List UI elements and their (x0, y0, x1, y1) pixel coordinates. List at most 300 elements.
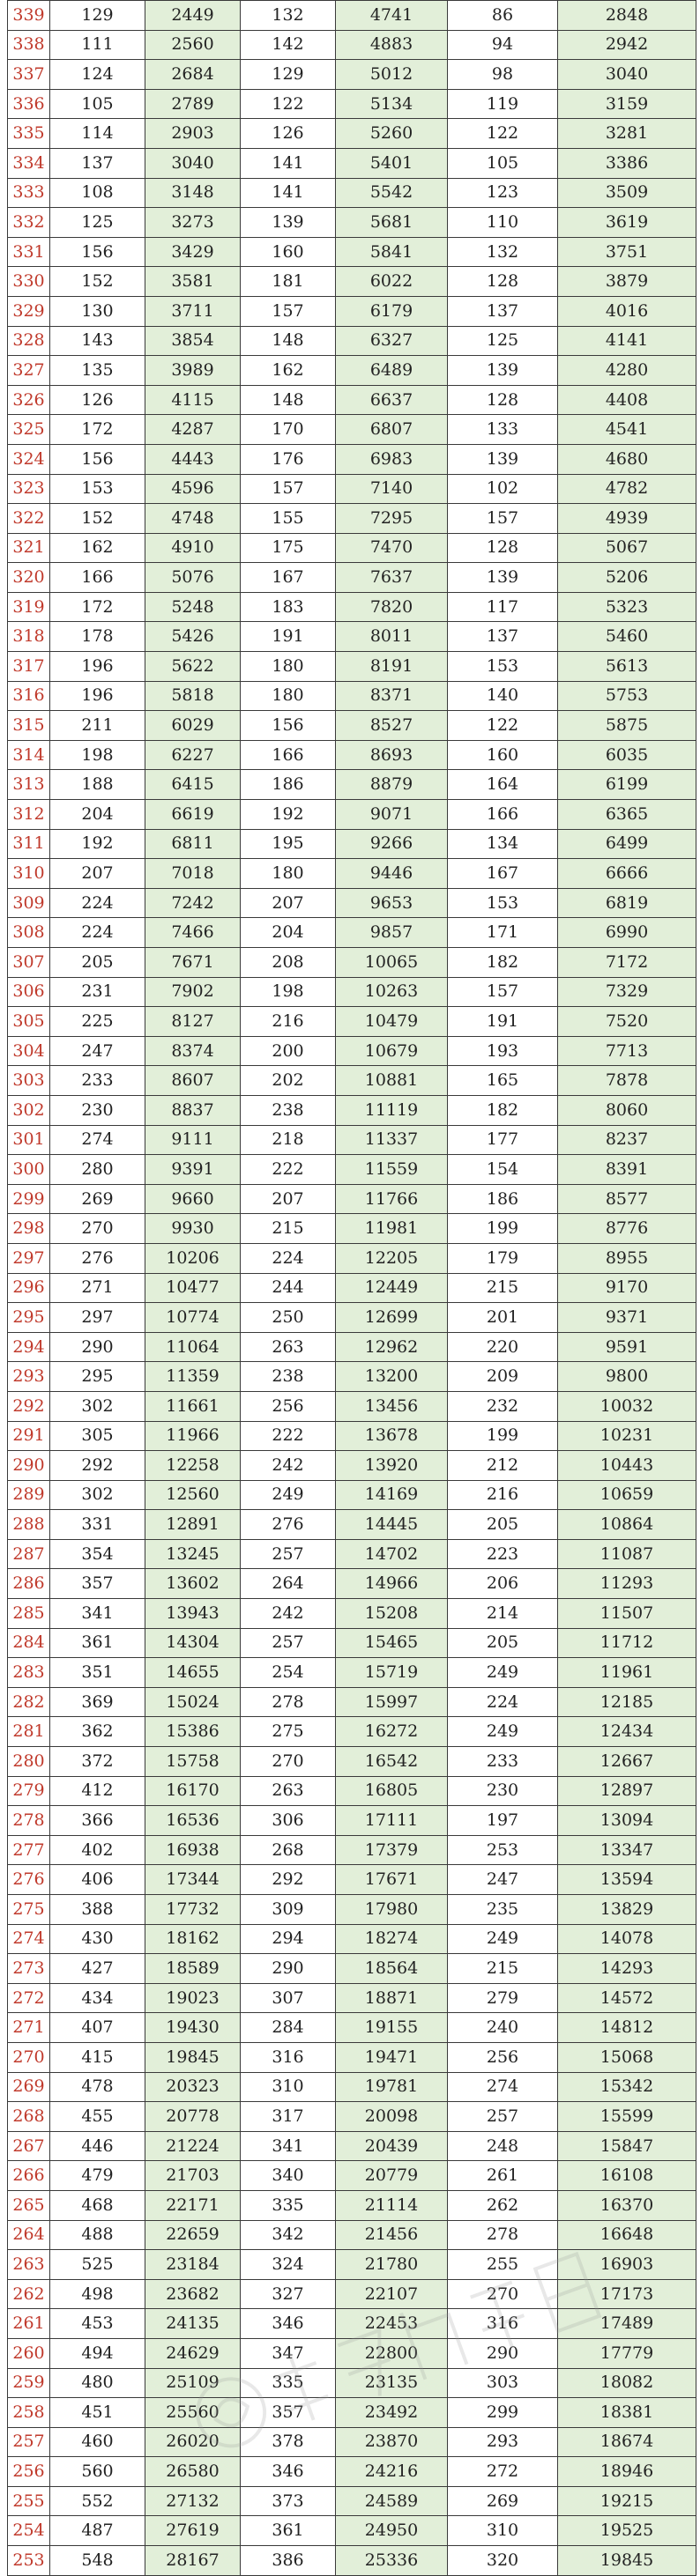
count-cell: 182 (448, 948, 558, 978)
cumulative-count-cell: 11507 (558, 1599, 696, 1629)
cumulative-count-cell: 17732 (145, 1895, 241, 1925)
table-row (8, 2368, 696, 2398)
cumulative-count-cell: 11981 (336, 1214, 448, 1244)
count-cell: 140 (448, 681, 558, 711)
cumulative-count-cell: 5426 (145, 622, 241, 652)
table-row (8, 592, 696, 622)
score-cell: 329 (8, 296, 50, 326)
count-cell: 142 (241, 30, 336, 60)
count-cell: 181 (241, 267, 336, 297)
table-row (8, 415, 696, 445)
count-cell: 105 (448, 148, 558, 178)
count-cell: 157 (241, 296, 336, 326)
count-cell: 108 (50, 178, 145, 208)
cumulative-count-cell: 6990 (558, 918, 696, 948)
table-body (8, 1, 696, 2576)
score-cell: 293 (8, 1362, 50, 1392)
count-cell: 183 (241, 592, 336, 622)
cumulative-count-cell: 18589 (145, 1954, 241, 1984)
count-cell: 306 (241, 1806, 336, 1836)
score-cell: 291 (8, 1421, 50, 1451)
score-cell: 302 (8, 1095, 50, 1125)
count-cell: 110 (448, 208, 558, 238)
score-cell: 311 (8, 829, 50, 859)
count-cell: 242 (241, 1451, 336, 1481)
score-cell: 277 (8, 1835, 50, 1865)
count-cell: 222 (241, 1421, 336, 1451)
cumulative-count-cell: 11359 (145, 1362, 241, 1392)
count-cell: 94 (448, 30, 558, 60)
score-cell: 299 (8, 1184, 50, 1214)
count-cell: 478 (50, 2072, 145, 2102)
score-cell: 253 (8, 2546, 50, 2576)
table-row (8, 918, 696, 948)
count-cell: 124 (50, 60, 145, 90)
cumulative-count-cell: 9071 (336, 800, 448, 830)
count-cell: 201 (448, 1303, 558, 1333)
count-cell: 114 (50, 119, 145, 149)
score-cell: 257 (8, 2427, 50, 2457)
cumulative-count-cell: 8607 (145, 1066, 241, 1096)
count-cell: 122 (241, 89, 336, 119)
cumulative-count-cell: 12667 (558, 1747, 696, 1777)
cumulative-count-cell: 10659 (558, 1480, 696, 1510)
score-cell: 321 (8, 533, 50, 563)
count-cell: 525 (50, 2250, 145, 2280)
cumulative-count-cell: 6666 (558, 859, 696, 889)
cumulative-count-cell: 19525 (558, 2516, 696, 2546)
table-row (8, 1569, 696, 1599)
count-cell: 119 (448, 89, 558, 119)
count-cell: 207 (241, 1184, 336, 1214)
cumulative-count-cell: 19023 (145, 1983, 241, 2013)
score-cell: 287 (8, 1539, 50, 1569)
count-cell: 182 (448, 1095, 558, 1125)
score-cell: 276 (8, 1865, 50, 1895)
cumulative-count-cell: 8011 (336, 622, 448, 652)
count-cell: 171 (448, 918, 558, 948)
table-row (8, 711, 696, 741)
cumulative-count-cell: 13594 (558, 1865, 696, 1895)
count-cell: 129 (50, 1, 145, 31)
count-cell: 154 (448, 1155, 558, 1185)
cumulative-count-cell: 8879 (336, 770, 448, 800)
count-cell: 341 (241, 2131, 336, 2161)
cumulative-count-cell: 15719 (336, 1658, 448, 1688)
table-row (8, 30, 696, 60)
cumulative-count-cell: 10479 (336, 1007, 448, 1037)
score-cell: 300 (8, 1155, 50, 1185)
cumulative-count-cell: 17379 (336, 1835, 448, 1865)
cumulative-count-cell: 14572 (558, 1983, 696, 2013)
table-row (8, 474, 696, 504)
table-row (8, 740, 696, 770)
count-cell: 249 (448, 1717, 558, 1747)
cumulative-count-cell: 22171 (145, 2190, 241, 2220)
table-row (8, 1125, 696, 1155)
score-cell: 255 (8, 2486, 50, 2516)
count-cell: 460 (50, 2427, 145, 2457)
score-cell: 278 (8, 1806, 50, 1836)
table-row (8, 829, 696, 859)
score-cell: 339 (8, 1, 50, 31)
cumulative-count-cell: 17173 (558, 2279, 696, 2309)
count-cell: 180 (241, 652, 336, 682)
table-row (8, 1747, 696, 1777)
cumulative-count-cell: 10881 (336, 1066, 448, 1096)
table-row (8, 1924, 696, 1954)
score-cell: 288 (8, 1510, 50, 1540)
count-cell: 206 (448, 1569, 558, 1599)
count-cell: 211 (50, 711, 145, 741)
cumulative-count-cell: 13347 (558, 1835, 696, 1865)
cumulative-count-cell: 16805 (336, 1776, 448, 1806)
cumulative-count-cell: 6499 (558, 829, 696, 859)
cumulative-count-cell: 9591 (558, 1332, 696, 1362)
cumulative-count-cell: 5681 (336, 208, 448, 238)
count-cell: 293 (448, 2427, 558, 2457)
table-row (8, 237, 696, 267)
count-cell: 244 (241, 1273, 336, 1303)
cumulative-count-cell: 15465 (336, 1628, 448, 1658)
cumulative-count-cell: 7172 (558, 948, 696, 978)
count-cell: 125 (448, 326, 558, 356)
score-cell: 317 (8, 652, 50, 682)
score-cell: 280 (8, 1747, 50, 1777)
count-cell: 552 (50, 2486, 145, 2516)
count-cell: 157 (448, 977, 558, 1007)
table-row (8, 1539, 696, 1569)
count-cell: 167 (448, 859, 558, 889)
score-cell: 282 (8, 1687, 50, 1717)
count-cell: 148 (241, 326, 336, 356)
cumulative-count-cell: 5012 (336, 60, 448, 90)
count-cell: 261 (448, 2161, 558, 2191)
cumulative-count-cell: 22107 (336, 2279, 448, 2309)
cumulative-count-cell: 3581 (145, 267, 241, 297)
cumulative-count-cell: 10032 (558, 1391, 696, 1421)
score-cell: 268 (8, 2102, 50, 2132)
table-row (8, 2486, 696, 2516)
count-cell: 177 (448, 1125, 558, 1155)
cumulative-count-cell: 13094 (558, 1806, 696, 1836)
score-cell: 303 (8, 1066, 50, 1096)
cumulative-count-cell: 24950 (336, 2516, 448, 2546)
table-row (8, 1510, 696, 1540)
cumulative-count-cell: 6179 (336, 296, 448, 326)
count-cell: 126 (50, 385, 145, 415)
table-row (8, 1273, 696, 1303)
cumulative-count-cell: 6227 (145, 740, 241, 770)
count-cell: 361 (241, 2516, 336, 2546)
cumulative-count-cell: 5542 (336, 178, 448, 208)
cumulative-count-cell: 11661 (145, 1391, 241, 1421)
count-cell: 156 (241, 711, 336, 741)
count-cell: 160 (241, 237, 336, 267)
cumulative-count-cell: 20778 (145, 2102, 241, 2132)
cumulative-count-cell: 6365 (558, 800, 696, 830)
score-cell: 256 (8, 2457, 50, 2487)
cumulative-count-cell: 11712 (558, 1628, 696, 1658)
cumulative-count-cell: 5622 (145, 652, 241, 682)
count-cell: 249 (241, 1480, 336, 1510)
score-cell: 323 (8, 474, 50, 504)
count-cell: 453 (50, 2309, 145, 2339)
count-cell: 222 (241, 1155, 336, 1185)
score-cell: 264 (8, 2220, 50, 2250)
count-cell: 271 (50, 1273, 145, 1303)
cumulative-count-cell: 4408 (558, 385, 696, 415)
count-cell: 215 (448, 1954, 558, 1984)
count-cell: 302 (50, 1480, 145, 1510)
cumulative-count-cell: 5613 (558, 652, 696, 682)
cumulative-count-cell: 6983 (336, 444, 448, 474)
score-cell: 254 (8, 2516, 50, 2546)
score-cell: 316 (8, 681, 50, 711)
cumulative-count-cell: 15758 (145, 1747, 241, 1777)
score-cell: 289 (8, 1480, 50, 1510)
cumulative-count-cell: 9857 (336, 918, 448, 948)
cumulative-count-cell: 4782 (558, 474, 696, 504)
cumulative-count-cell: 14812 (558, 2013, 696, 2043)
table-row (8, 1895, 696, 1925)
score-cell: 334 (8, 148, 50, 178)
count-cell: 164 (448, 770, 558, 800)
score-cell: 319 (8, 592, 50, 622)
score-cell: 338 (8, 30, 50, 60)
cumulative-count-cell: 18381 (558, 2398, 696, 2428)
count-cell: 156 (50, 444, 145, 474)
count-cell: 434 (50, 1983, 145, 2013)
cumulative-count-cell: 3989 (145, 356, 241, 386)
count-cell: 274 (50, 1125, 145, 1155)
table-row (8, 1954, 696, 1984)
table-row (8, 1184, 696, 1214)
score-cell: 263 (8, 2250, 50, 2280)
count-cell: 180 (241, 859, 336, 889)
count-cell: 247 (448, 1865, 558, 1895)
score-cell: 320 (8, 563, 50, 593)
score-cell: 259 (8, 2368, 50, 2398)
count-cell: 310 (448, 2516, 558, 2546)
count-cell: 257 (241, 1628, 336, 1658)
table-row (8, 622, 696, 652)
cumulative-count-cell: 18564 (336, 1954, 448, 1984)
cumulative-count-cell: 14655 (145, 1658, 241, 1688)
cumulative-count-cell: 7295 (336, 504, 448, 534)
count-cell: 256 (241, 1391, 336, 1421)
count-cell: 354 (50, 1539, 145, 1569)
cumulative-count-cell: 7140 (336, 474, 448, 504)
count-cell: 197 (448, 1806, 558, 1836)
cumulative-count-cell: 5841 (336, 237, 448, 267)
table-row (8, 1036, 696, 1066)
count-cell: 186 (448, 1184, 558, 1214)
count-cell: 198 (241, 977, 336, 1007)
cumulative-count-cell: 10477 (145, 1273, 241, 1303)
cumulative-count-cell: 8955 (558, 1243, 696, 1273)
cumulative-count-cell: 17671 (336, 1865, 448, 1895)
score-cell: 274 (8, 1924, 50, 1954)
table-row (8, 2250, 696, 2280)
count-cell: 560 (50, 2457, 145, 2487)
table-row (8, 2279, 696, 2309)
cumulative-count-cell: 14169 (336, 1480, 448, 1510)
score-cell: 324 (8, 444, 50, 474)
cumulative-count-cell: 6619 (145, 800, 241, 830)
cumulative-count-cell: 23184 (145, 2250, 241, 2280)
cumulative-count-cell: 13678 (336, 1421, 448, 1451)
cumulative-count-cell: 7902 (145, 977, 241, 1007)
count-cell: 105 (50, 89, 145, 119)
table-row (8, 2516, 696, 2546)
count-cell: 276 (241, 1510, 336, 1540)
count-cell: 204 (241, 918, 336, 948)
cumulative-count-cell: 5460 (558, 622, 696, 652)
count-cell: 270 (50, 1214, 145, 1244)
count-cell: 176 (241, 444, 336, 474)
count-cell: 199 (448, 1421, 558, 1451)
cumulative-count-cell: 23870 (336, 2427, 448, 2457)
count-cell: 372 (50, 1747, 145, 1777)
table-row (8, 1155, 696, 1185)
cumulative-count-cell: 8391 (558, 1155, 696, 1185)
count-cell: 255 (448, 2250, 558, 2280)
cumulative-count-cell: 12205 (336, 1243, 448, 1273)
cumulative-count-cell: 5323 (558, 592, 696, 622)
table-row (8, 1066, 696, 1096)
count-cell: 257 (241, 1539, 336, 1569)
count-cell: 284 (241, 2013, 336, 2043)
score-cell: 308 (8, 918, 50, 948)
count-cell: 297 (50, 1303, 145, 1333)
count-cell: 331 (50, 1510, 145, 1540)
score-cell: 297 (8, 1243, 50, 1273)
count-cell: 290 (50, 1332, 145, 1362)
count-cell: 362 (50, 1717, 145, 1747)
count-cell: 195 (241, 829, 336, 859)
count-cell: 139 (241, 208, 336, 238)
score-cell: 322 (8, 504, 50, 534)
count-cell: 269 (448, 2486, 558, 2516)
count-cell: 412 (50, 1776, 145, 1806)
cumulative-count-cell: 2942 (558, 30, 696, 60)
cumulative-count-cell: 4596 (145, 474, 241, 504)
table-row (8, 2190, 696, 2220)
score-cell: 285 (8, 1599, 50, 1629)
count-cell: 316 (448, 2309, 558, 2339)
count-cell: 153 (50, 474, 145, 504)
cumulative-count-cell: 19845 (558, 2546, 696, 2576)
cumulative-count-cell: 2560 (145, 30, 241, 60)
table-row (8, 2309, 696, 2339)
cumulative-count-cell: 6035 (558, 740, 696, 770)
count-cell: 212 (448, 1451, 558, 1481)
cumulative-count-cell: 5818 (145, 681, 241, 711)
count-cell: 122 (448, 119, 558, 149)
count-cell: 257 (448, 2102, 558, 2132)
cumulative-count-cell: 12185 (558, 1687, 696, 1717)
cumulative-count-cell: 3711 (145, 296, 241, 326)
count-cell: 238 (241, 1362, 336, 1392)
table-row (8, 1983, 696, 2013)
cumulative-count-cell: 10065 (336, 948, 448, 978)
score-cell: 301 (8, 1125, 50, 1155)
cumulative-count-cell: 21456 (336, 2220, 448, 2250)
count-cell: 347 (241, 2338, 336, 2368)
count-cell: 186 (241, 770, 336, 800)
cumulative-count-cell: 25109 (145, 2368, 241, 2398)
score-cell: 281 (8, 1717, 50, 1747)
cumulative-count-cell: 12434 (558, 1717, 696, 1747)
count-cell: 302 (50, 1391, 145, 1421)
cumulative-count-cell: 15847 (558, 2131, 696, 2161)
count-cell: 224 (448, 1687, 558, 1717)
cumulative-count-cell: 8577 (558, 1184, 696, 1214)
cumulative-count-cell: 5134 (336, 89, 448, 119)
count-cell: 340 (241, 2161, 336, 2191)
table-row (8, 681, 696, 711)
table-row (8, 770, 696, 800)
count-cell: 342 (241, 2220, 336, 2250)
cumulative-count-cell: 19215 (558, 2486, 696, 2516)
count-cell: 233 (448, 1747, 558, 1777)
cumulative-count-cell: 11966 (145, 1421, 241, 1451)
count-cell: 155 (241, 504, 336, 534)
count-cell: 128 (448, 533, 558, 563)
score-cell: 304 (8, 1036, 50, 1066)
count-cell: 225 (50, 1007, 145, 1037)
cumulative-count-cell: 3429 (145, 237, 241, 267)
table-row (8, 119, 696, 149)
count-cell: 162 (50, 533, 145, 563)
count-cell: 224 (50, 918, 145, 948)
table-row (8, 1421, 696, 1451)
cumulative-count-cell: 6199 (558, 770, 696, 800)
cumulative-count-cell: 20323 (145, 2072, 241, 2102)
cumulative-count-cell: 17344 (145, 1865, 241, 1895)
count-cell: 123 (448, 178, 558, 208)
count-cell: 316 (241, 2042, 336, 2072)
count-cell: 468 (50, 2190, 145, 2220)
cumulative-count-cell: 18674 (558, 2427, 696, 2457)
cumulative-count-cell: 12258 (145, 1451, 241, 1481)
cumulative-count-cell: 9111 (145, 1125, 241, 1155)
cumulative-count-cell: 4115 (145, 385, 241, 415)
cumulative-count-cell: 9391 (145, 1155, 241, 1185)
cumulative-count-cell: 13456 (336, 1391, 448, 1421)
table-row (8, 888, 696, 918)
cumulative-count-cell: 7820 (336, 592, 448, 622)
count-cell: 272 (448, 2457, 558, 2487)
cumulative-count-cell: 11119 (336, 1095, 448, 1125)
table-row (8, 2013, 696, 2043)
cumulative-count-cell: 17489 (558, 2309, 696, 2339)
count-cell: 263 (241, 1776, 336, 1806)
cumulative-count-cell: 19430 (145, 2013, 241, 2043)
count-cell: 430 (50, 1924, 145, 1954)
cumulative-count-cell: 3854 (145, 326, 241, 356)
cumulative-count-cell: 7329 (558, 977, 696, 1007)
count-cell: 172 (50, 592, 145, 622)
cumulative-count-cell: 8191 (336, 652, 448, 682)
cumulative-count-cell: 4287 (145, 415, 241, 445)
cumulative-count-cell: 19845 (145, 2042, 241, 2072)
count-cell: 415 (50, 2042, 145, 2072)
table-row (8, 1362, 696, 1392)
cumulative-count-cell: 21114 (336, 2190, 448, 2220)
cumulative-count-cell: 9371 (558, 1303, 696, 1333)
